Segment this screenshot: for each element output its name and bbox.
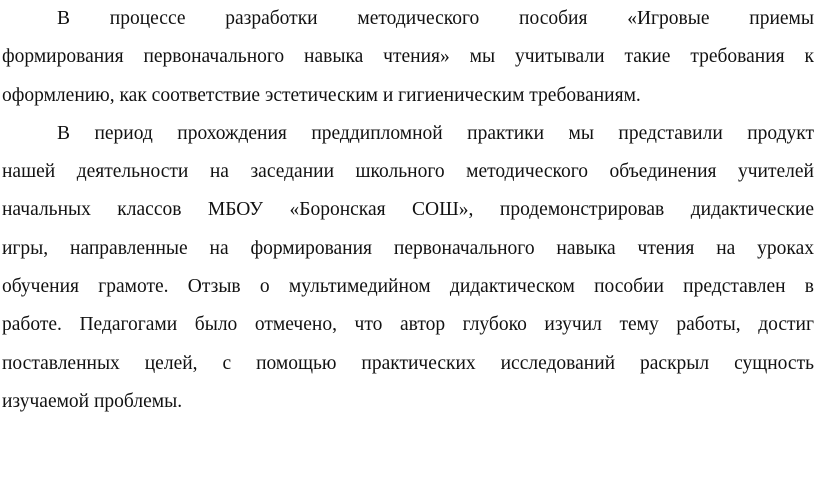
paragraph-1	[2, 0, 814, 115]
paragraph-line: обучения грамоте. Отзыв о мультимедийном дидактическом пособии представлен в	[2, 276, 814, 298]
paragraph-line: игры, направленные на формирования первоначального навыка чтения на уроках	[2, 237, 814, 259]
paragraph-line: работе. Педагогами было отмечено, что автор глубоко изучил тему работы, достиг	[2, 314, 814, 336]
paragraph-line: нашей деятельности на заседании школьного методического объединения учителей	[2, 161, 814, 183]
document-text	[2, 0, 814, 421]
paragraph-line: В период прохождения преддипломной практики мы представили продукт	[57, 122, 814, 144]
paragraph-line: В процессе разработки методического пособия «Игровые приемы	[57, 8, 814, 29]
paragraph-line: поставленных целей, с помощью практических исследований раскрыл сущность	[2, 352, 814, 374]
paragraph-line: изучаемой проблемы.	[2, 390, 183, 412]
paragraph-2	[2, 115, 814, 421]
paragraph-line: начальных классов МБОУ «Боронская СОШ», продемонстрировав дидактические	[2, 199, 814, 221]
paragraph-line: оформлению, как соответствие эстетическим и гигиеническим требованиям.	[2, 84, 641, 106]
paragraph-line: формирования первоначального навыка чтения» мы учитывали такие требования к	[2, 46, 814, 68]
